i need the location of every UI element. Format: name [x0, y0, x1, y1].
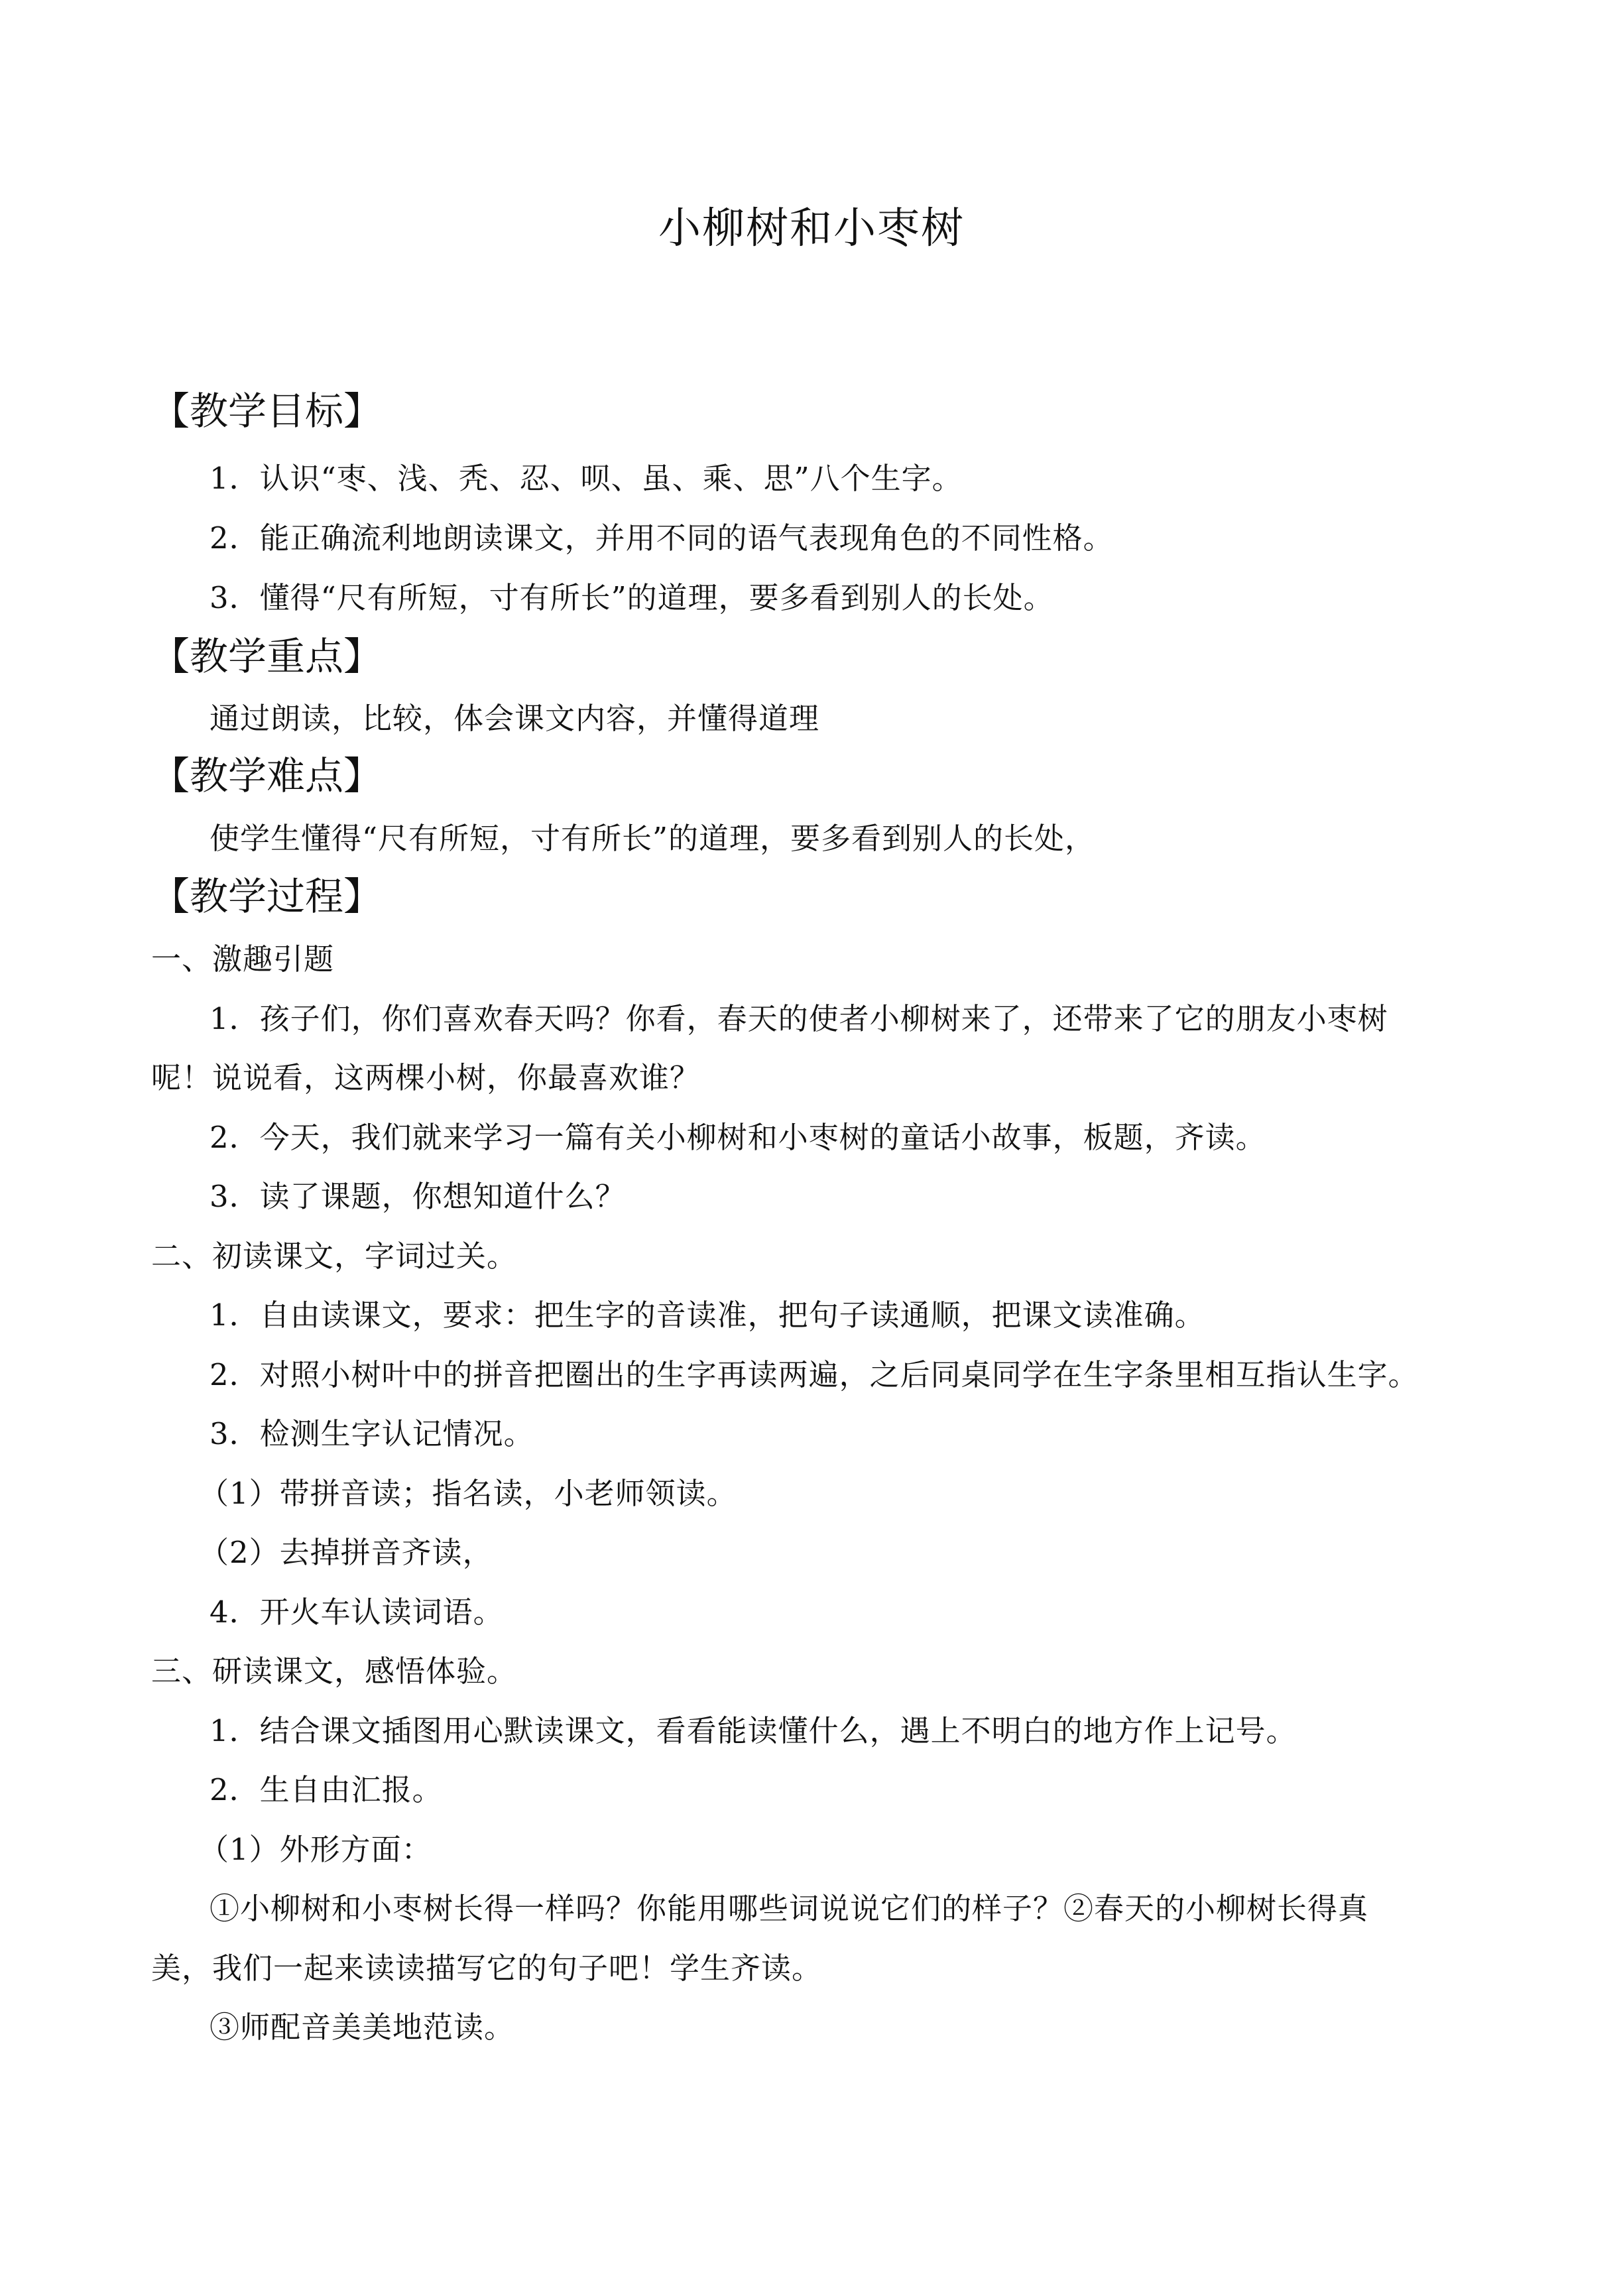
page-title: 小柳树和小枣树	[658, 204, 965, 253]
section-heading-difficulties: 【教学难点】	[151, 753, 383, 798]
process-item: 呢！说说看，这两棵小树，你最喜欢谁？	[151, 1060, 701, 1095]
process-item: 美，我们一起来读读描写它的句子吧！学生齐读。	[151, 1951, 823, 1986]
process-part-title: 二、初读课文，字词过关。	[151, 1239, 518, 1274]
process-item: 2．对照小树叶中的拼音把圈出的生字再读两遍，之后同桌同学在生字条里相互指认生字。	[210, 1357, 1419, 1392]
process-item: 1．孩子们，你们喜欢春天吗？你看，春天的使者小柳树来了，还带来了它的朋友小枣树	[210, 1001, 1388, 1036]
process-item: 1．自由读课文，要求：把生字的音读准，把句子读通顺，把课文读准确。	[210, 1298, 1205, 1333]
objective-item: 1．认识“枣、浅、秃、忍、呗、虽、乘、思”八个生字。	[210, 461, 963, 496]
section-heading-process: 【教学过程】	[151, 874, 383, 919]
objective-item: 2．能正确流利地朗读课文，并用不同的语气表现角色的不同性格。	[210, 520, 1114, 556]
process-item: 4．开火车认读词语。	[210, 1595, 504, 1630]
process-item: 2．生自由汇报。	[210, 1772, 443, 1807]
process-item: （1）带拼音读；指名读，小老师领读。	[199, 1476, 737, 1511]
process-item: 3．检测生字认记情况。	[210, 1416, 534, 1451]
process-item: 1．结合课文插图用心默读课文，看看能读懂什么，遇上不明白的地方作上记号。	[210, 1713, 1297, 1748]
key-points-text: 通过朗读，比较，体会课文内容，并懂得道理	[210, 701, 820, 736]
objective-item: 3．懂得“尺有所短，寸有所长”的道理，要多看到别人的长处。	[210, 580, 1054, 615]
process-part-title: 三、研读课文，感悟体验。	[151, 1654, 518, 1689]
process-item: ①小柳树和小枣树长得一样吗？你能用哪些词说说它们的样子？②春天的小柳树长得真	[210, 1891, 1369, 1926]
process-item: ③师配音美美地范读。	[210, 2010, 515, 2045]
section-heading-objectives: 【教学目标】	[151, 389, 383, 434]
process-item: 2．今天，我们就来学习一篇有关小柳树和小枣树的童话小故事，板题，齐读。	[210, 1120, 1266, 1155]
difficulties-text: 使学生懂得“尺有所短，寸有所长”的道理，要多看到别人的长处，	[210, 821, 1096, 856]
process-item: 3．读了课题，你想知道什么？	[210, 1179, 626, 1214]
process-part-title: 一、激趣引题	[151, 941, 335, 977]
process-item: （2）去掉拼音齐读，	[199, 1535, 493, 1570]
process-item: （1）外形方面：	[199, 1832, 432, 1867]
section-heading-key-points: 【教学重点】	[151, 634, 383, 679]
